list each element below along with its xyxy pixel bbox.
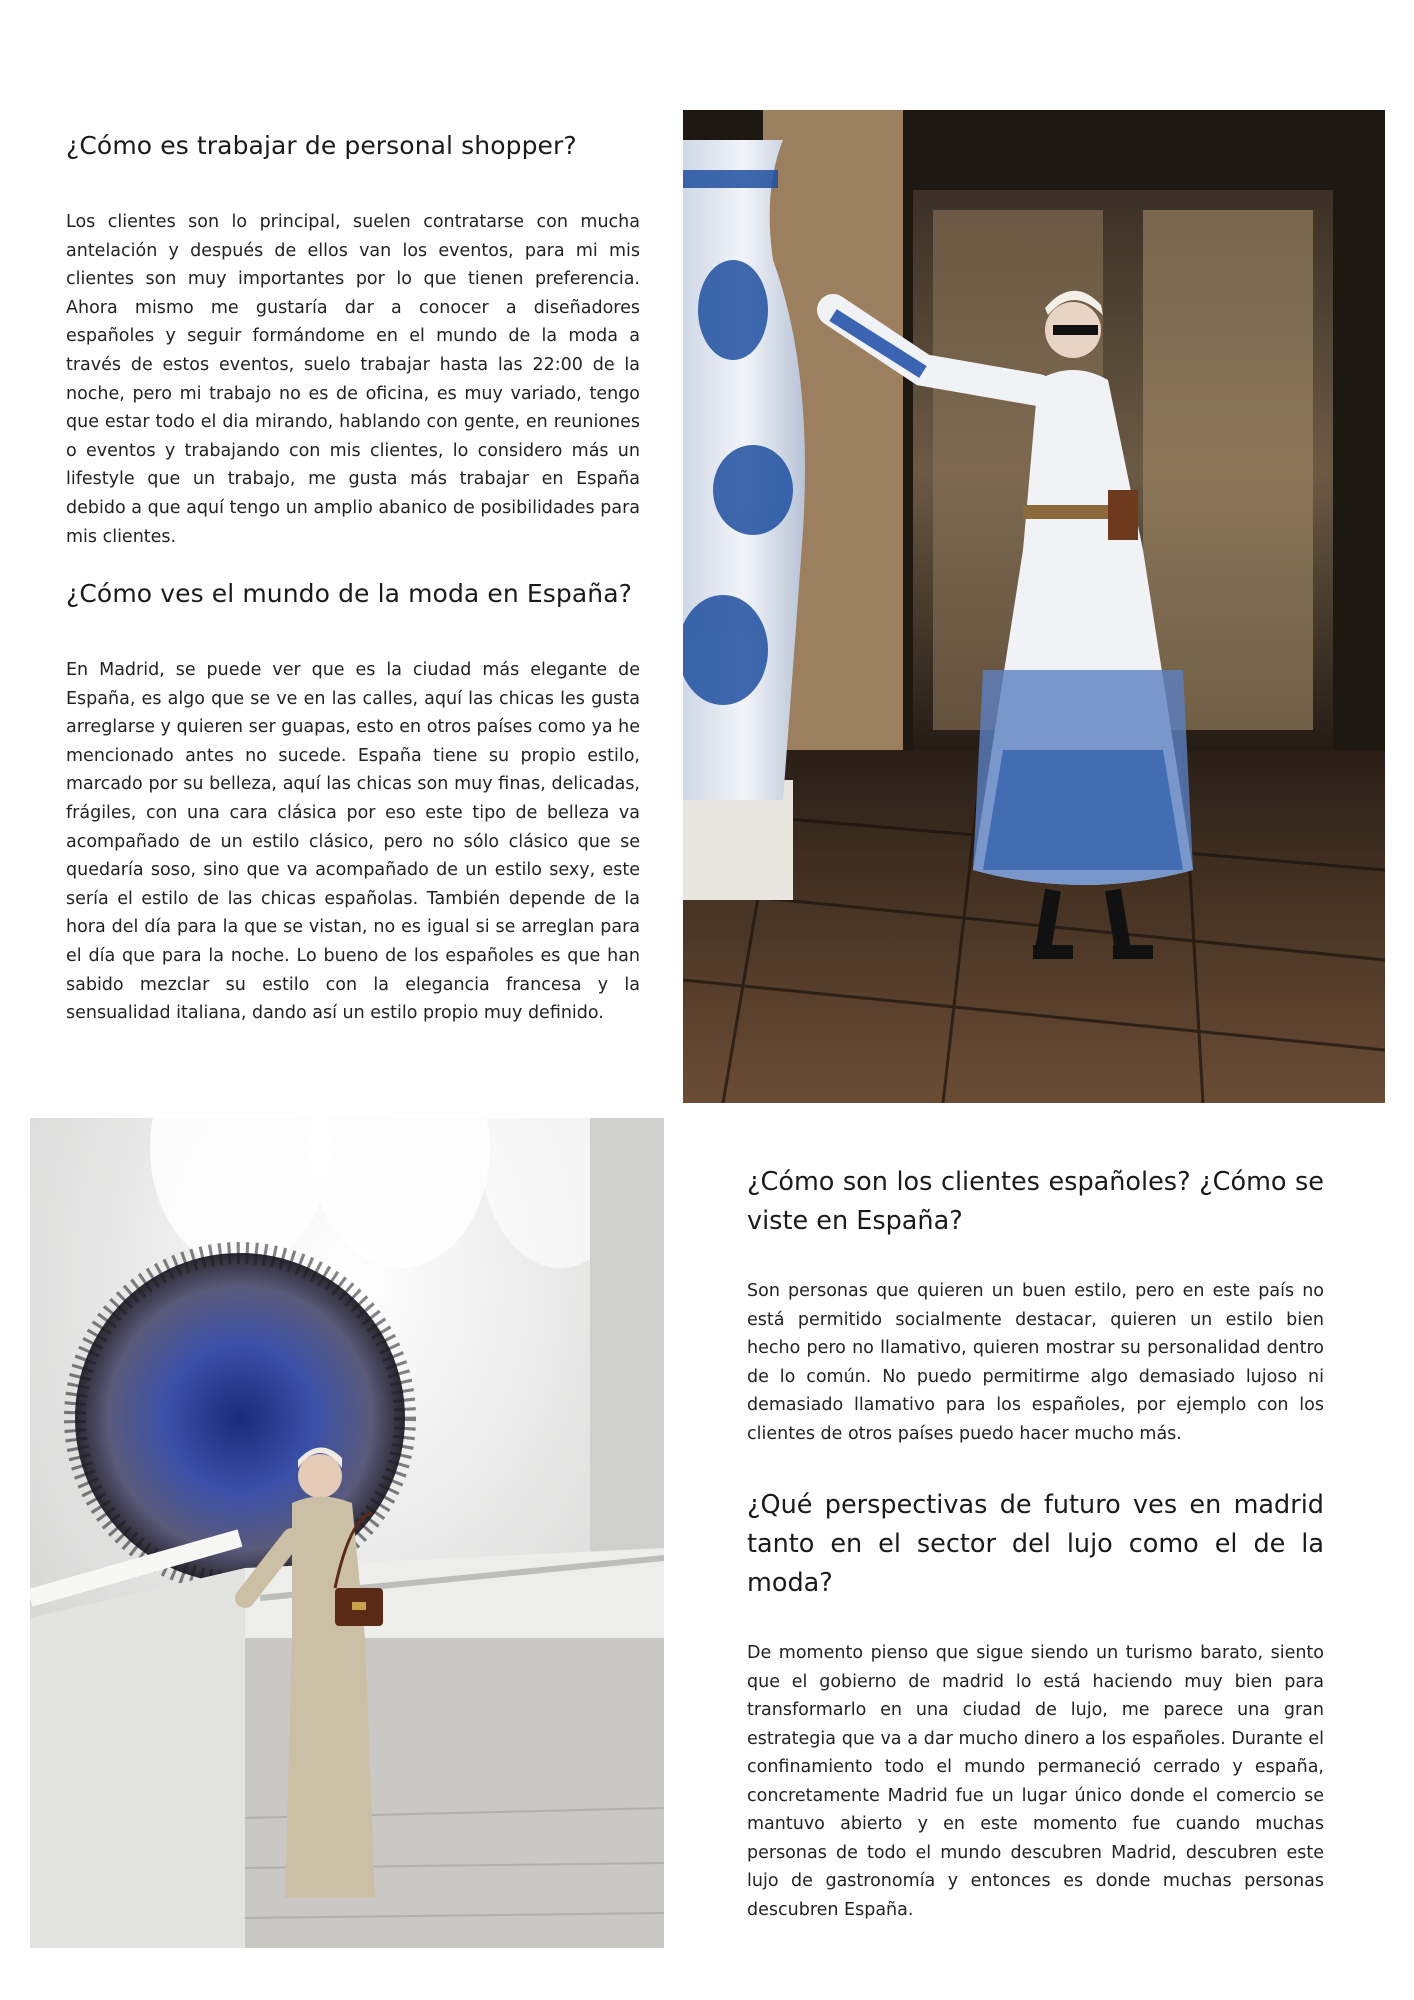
heading-moda-espana: ¿Cómo ves el mundo de la moda en España? (66, 579, 632, 608)
section-personal-shopper (66, 128, 640, 551)
photo-woman-porcelain-vase-illustration (683, 110, 1385, 1103)
heading-personal-shopper: ¿Cómo es trabajar de personal shopper? (66, 131, 577, 160)
heading-clientes-espanoles: ¿Cómo son los clientes españoles? ¿Cómo se viste en España? (747, 1167, 1324, 1236)
body-perspectivas-futuro: De momento pienso que sigue siendo un turismo barato, siento que el gobierno de madrid lo está haciendo muy bien para transformarlo en una ciudad de lujo, me parece una gran estrategia que va a dar mucho dinero a los españoles. Durante el confinamiento todo el mundo permaneció cerrado y españa, concretamente Madrid fue un lugar único donde el comercio se mantuvo abierto y en este momento fue cuando muchas personas de todo el mundo descubren Madrid, descubren este lujo de gastronomía y entonces es donde muchas personas descubren España. (747, 1643, 1324, 1920)
photo-woman-staircase-illustration (30, 1118, 664, 1948)
photo-woman-staircase-painting (30, 1118, 664, 1948)
body-personal-shopper: Los clientes son lo principal, suelen contratarse con mucha antelación y después de ellos van los eventos, para mi mis clientes son muy importantes por lo que tienen preferencia. Ahora mismo me gustaría dar a conocer a diseñadores españoles y seguir formándome en el mundo de la moda a través de estos eventos, suelo trabajar hasta las 22:00 de la noche, pero mi trabajo no es de oficina, es muy variado, tengo que estar todo el dia mirando, hablando con gente, en reuniones o eventos y trabajando con mis clientes, lo considero más un lifestyle que un trabajo, me gusta más trabajar en España debido a que aquí tengo un amplio abanico de posibilidades para mis clientes. (66, 212, 640, 547)
section-perspectivas-futuro (747, 1486, 1324, 1924)
section-clientes-espanoles (747, 1163, 1324, 1448)
photo-woman-porcelain-vase (683, 110, 1385, 1103)
body-moda-espana: En Madrid, se puede ver que es la ciudad más elegante de España, es algo que se ve en las calles, aquí las chicas les gusta arreglarse y quieren ser guapas, esto en otros países como ya he mencionado antes no sucede. España tiene su propio estilo, marcado por su belleza, aquí las chicas son muy finas, delicadas, frágiles, con una cara clásica por eso este tipo de belleza va acompañado de un estilo clásico, pero no sólo clásico que se quedaría soso, sino que va acompañado de un estilo sexy, este sería el estilo de las chicas españolas. También depende de la hora del día para la que se vistan, no es igual si se arreglan para el día que para la noche. Lo bueno de los españoles es que han sabido mezclar su estilo con la elegancia francesa y la sensualidad italiana, dando así un estilo propio muy definido. (66, 660, 640, 1024)
heading-perspectivas-futuro: ¿Qué perspectivas de futuro ves en madrid tanto en el sector del lujo como el de la moda? (747, 1490, 1324, 1598)
section-moda-espana (66, 576, 640, 1028)
body-clientes-espanoles: Son personas que quieren un buen estilo, pero en este país no está permitido socialmente destacar, quieren un estilo bien hecho pero no llamativo, quieren mostrar su personalidad dentro de lo común. No puedo permitirme algo demasiado lujoso ni demasiado llamativo para los españoles, por ejemplo con los clientes de otros países puedo hacer mucho más. (747, 1281, 1324, 1444)
